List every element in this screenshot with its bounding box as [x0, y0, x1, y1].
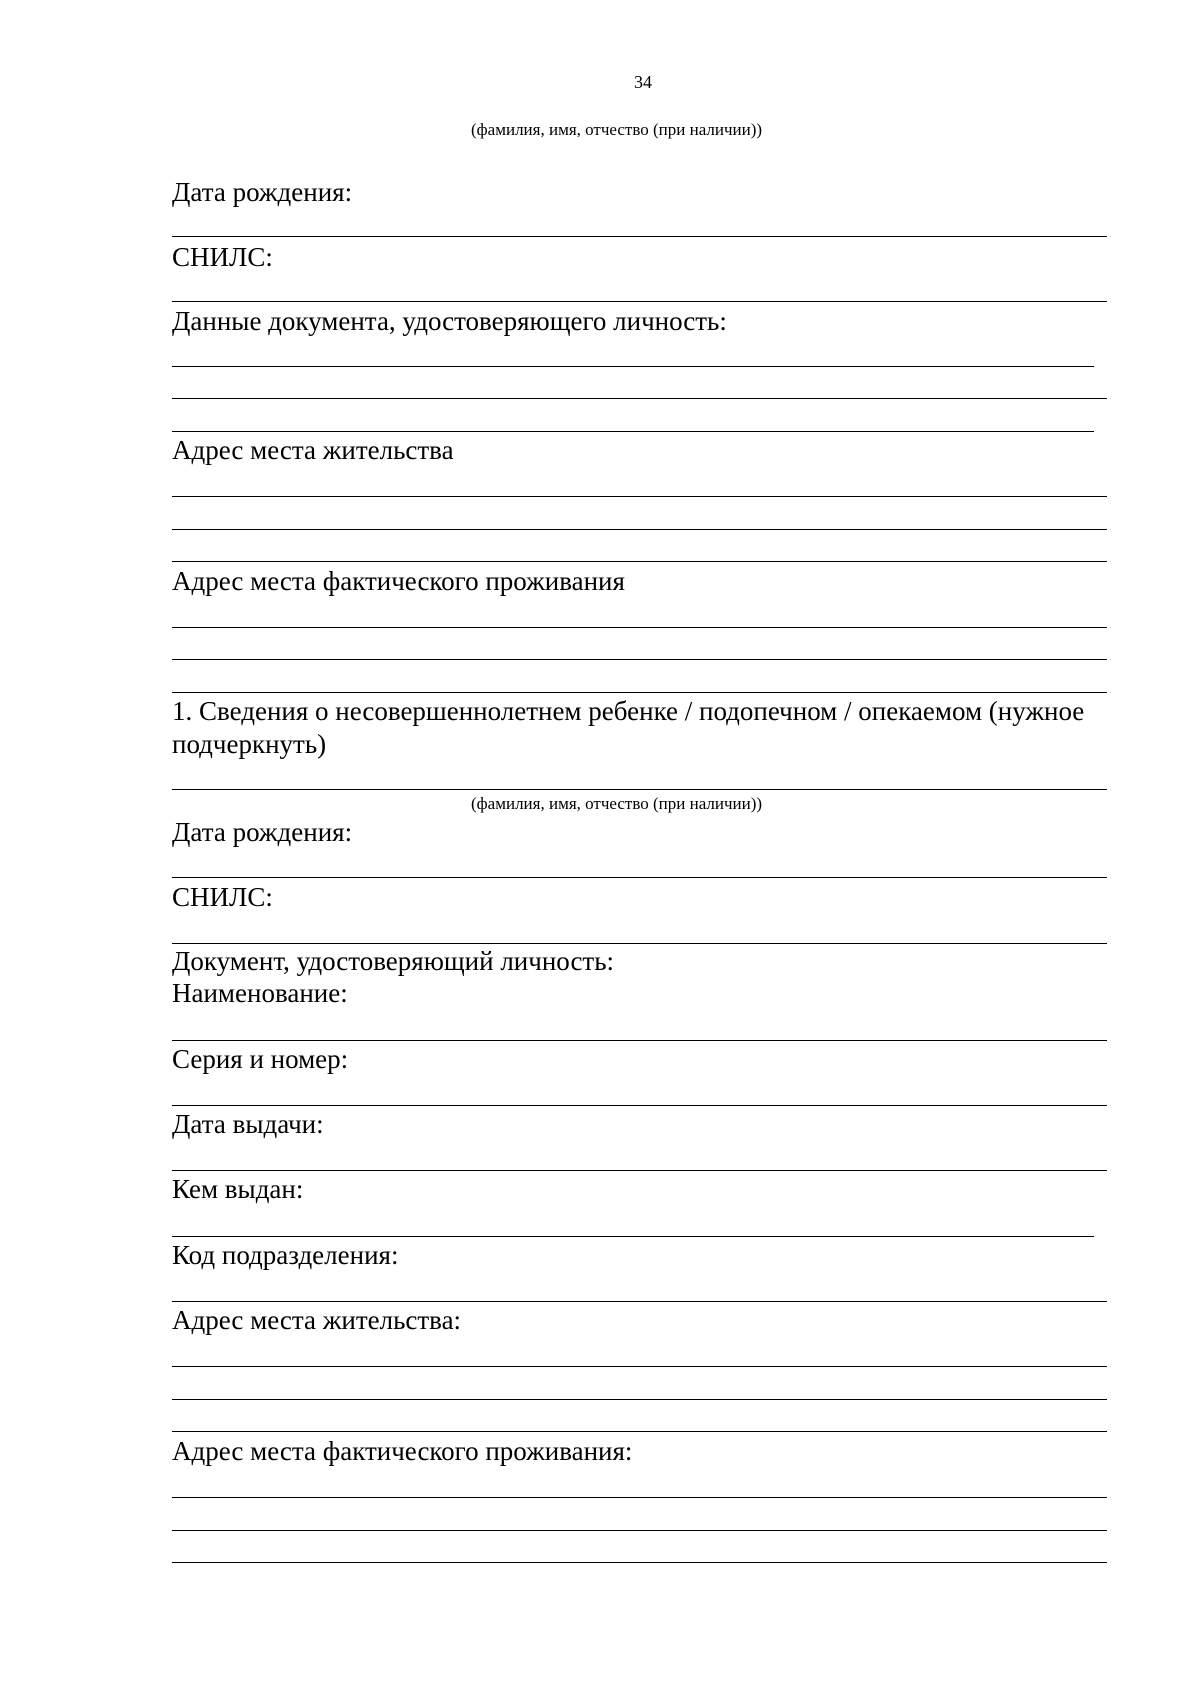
child-department-code-line[interactable] [172, 1301, 1107, 1302]
child-series-number-label: Серия и номер: [172, 1044, 349, 1074]
child-birth-date-line[interactable] [172, 877, 1107, 878]
applicant-name-caption: (фамилия, имя, отчество (при наличии)) [471, 120, 763, 139]
applicant-id-document-line-3[interactable] [172, 431, 1094, 432]
child-snils-label: СНИЛС: [172, 882, 273, 912]
child-issued-by-label: Кем выдан: [172, 1174, 304, 1204]
applicant-actual-address-label: Адрес места фактического проживания [172, 566, 625, 596]
child-section-title-line1: 1. Сведения о несовершеннолетнем ребенке / подопечном / опекаемом (нужное [172, 696, 1085, 726]
applicant-id-document-line-2[interactable] [172, 398, 1107, 399]
child-residence-address-line-2[interactable] [172, 1399, 1107, 1400]
child-issued-by-line[interactable] [172, 1236, 1094, 1237]
child-actual-address-label: Адрес места фактического проживания: [172, 1436, 633, 1466]
child-section-title-line2: подчеркнуть) [172, 729, 327, 759]
applicant-birth-date-label: Дата рождения: [172, 177, 353, 207]
child-actual-address-line-1[interactable] [172, 1497, 1107, 1498]
child-actual-address-line-2[interactable] [172, 1530, 1107, 1531]
applicant-actual-address-line-3[interactable] [172, 692, 1107, 693]
applicant-residence-address-line-2[interactable] [172, 529, 1107, 530]
applicant-snils-line[interactable] [172, 301, 1107, 302]
applicant-id-document-label: Данные документа, удостоверяющего личность: [172, 306, 727, 336]
child-series-number-line[interactable] [172, 1105, 1107, 1106]
page-number: 34 [634, 72, 652, 92]
applicant-id-document-line-1[interactable] [172, 366, 1094, 367]
child-issue-date-label: Дата выдачи: [172, 1109, 324, 1139]
applicant-actual-address-line-1[interactable] [172, 627, 1107, 628]
child-name-line[interactable] [172, 789, 1107, 790]
child-document-name-label: Наименование: [172, 978, 348, 1008]
applicant-residence-address-line-3[interactable] [172, 561, 1107, 562]
applicant-snils-label: СНИЛС: [172, 242, 273, 272]
child-document-name-line[interactable] [172, 1040, 1107, 1041]
child-id-document-label: Документ, удостоверяющий личность: [172, 946, 615, 976]
child-residence-address-line-3[interactable] [172, 1431, 1107, 1432]
child-snils-line[interactable] [172, 943, 1107, 944]
applicant-actual-address-line-2[interactable] [172, 659, 1107, 660]
applicant-birth-date-line[interactable] [172, 236, 1107, 237]
child-residence-address-label: Адрес места жительства: [172, 1305, 462, 1335]
child-issue-date-line[interactable] [172, 1170, 1107, 1171]
child-actual-address-line-3[interactable] [172, 1562, 1107, 1563]
applicant-residence-address-line-1[interactable] [172, 496, 1107, 497]
child-birth-date-label: Дата рождения: [172, 817, 353, 847]
child-residence-address-line-1[interactable] [172, 1366, 1107, 1367]
child-department-code-label: Код подразделения: [172, 1240, 399, 1270]
applicant-residence-address-label: Адрес места жительства [172, 435, 454, 465]
child-name-caption: (фамилия, имя, отчество (при наличии)) [471, 794, 763, 813]
